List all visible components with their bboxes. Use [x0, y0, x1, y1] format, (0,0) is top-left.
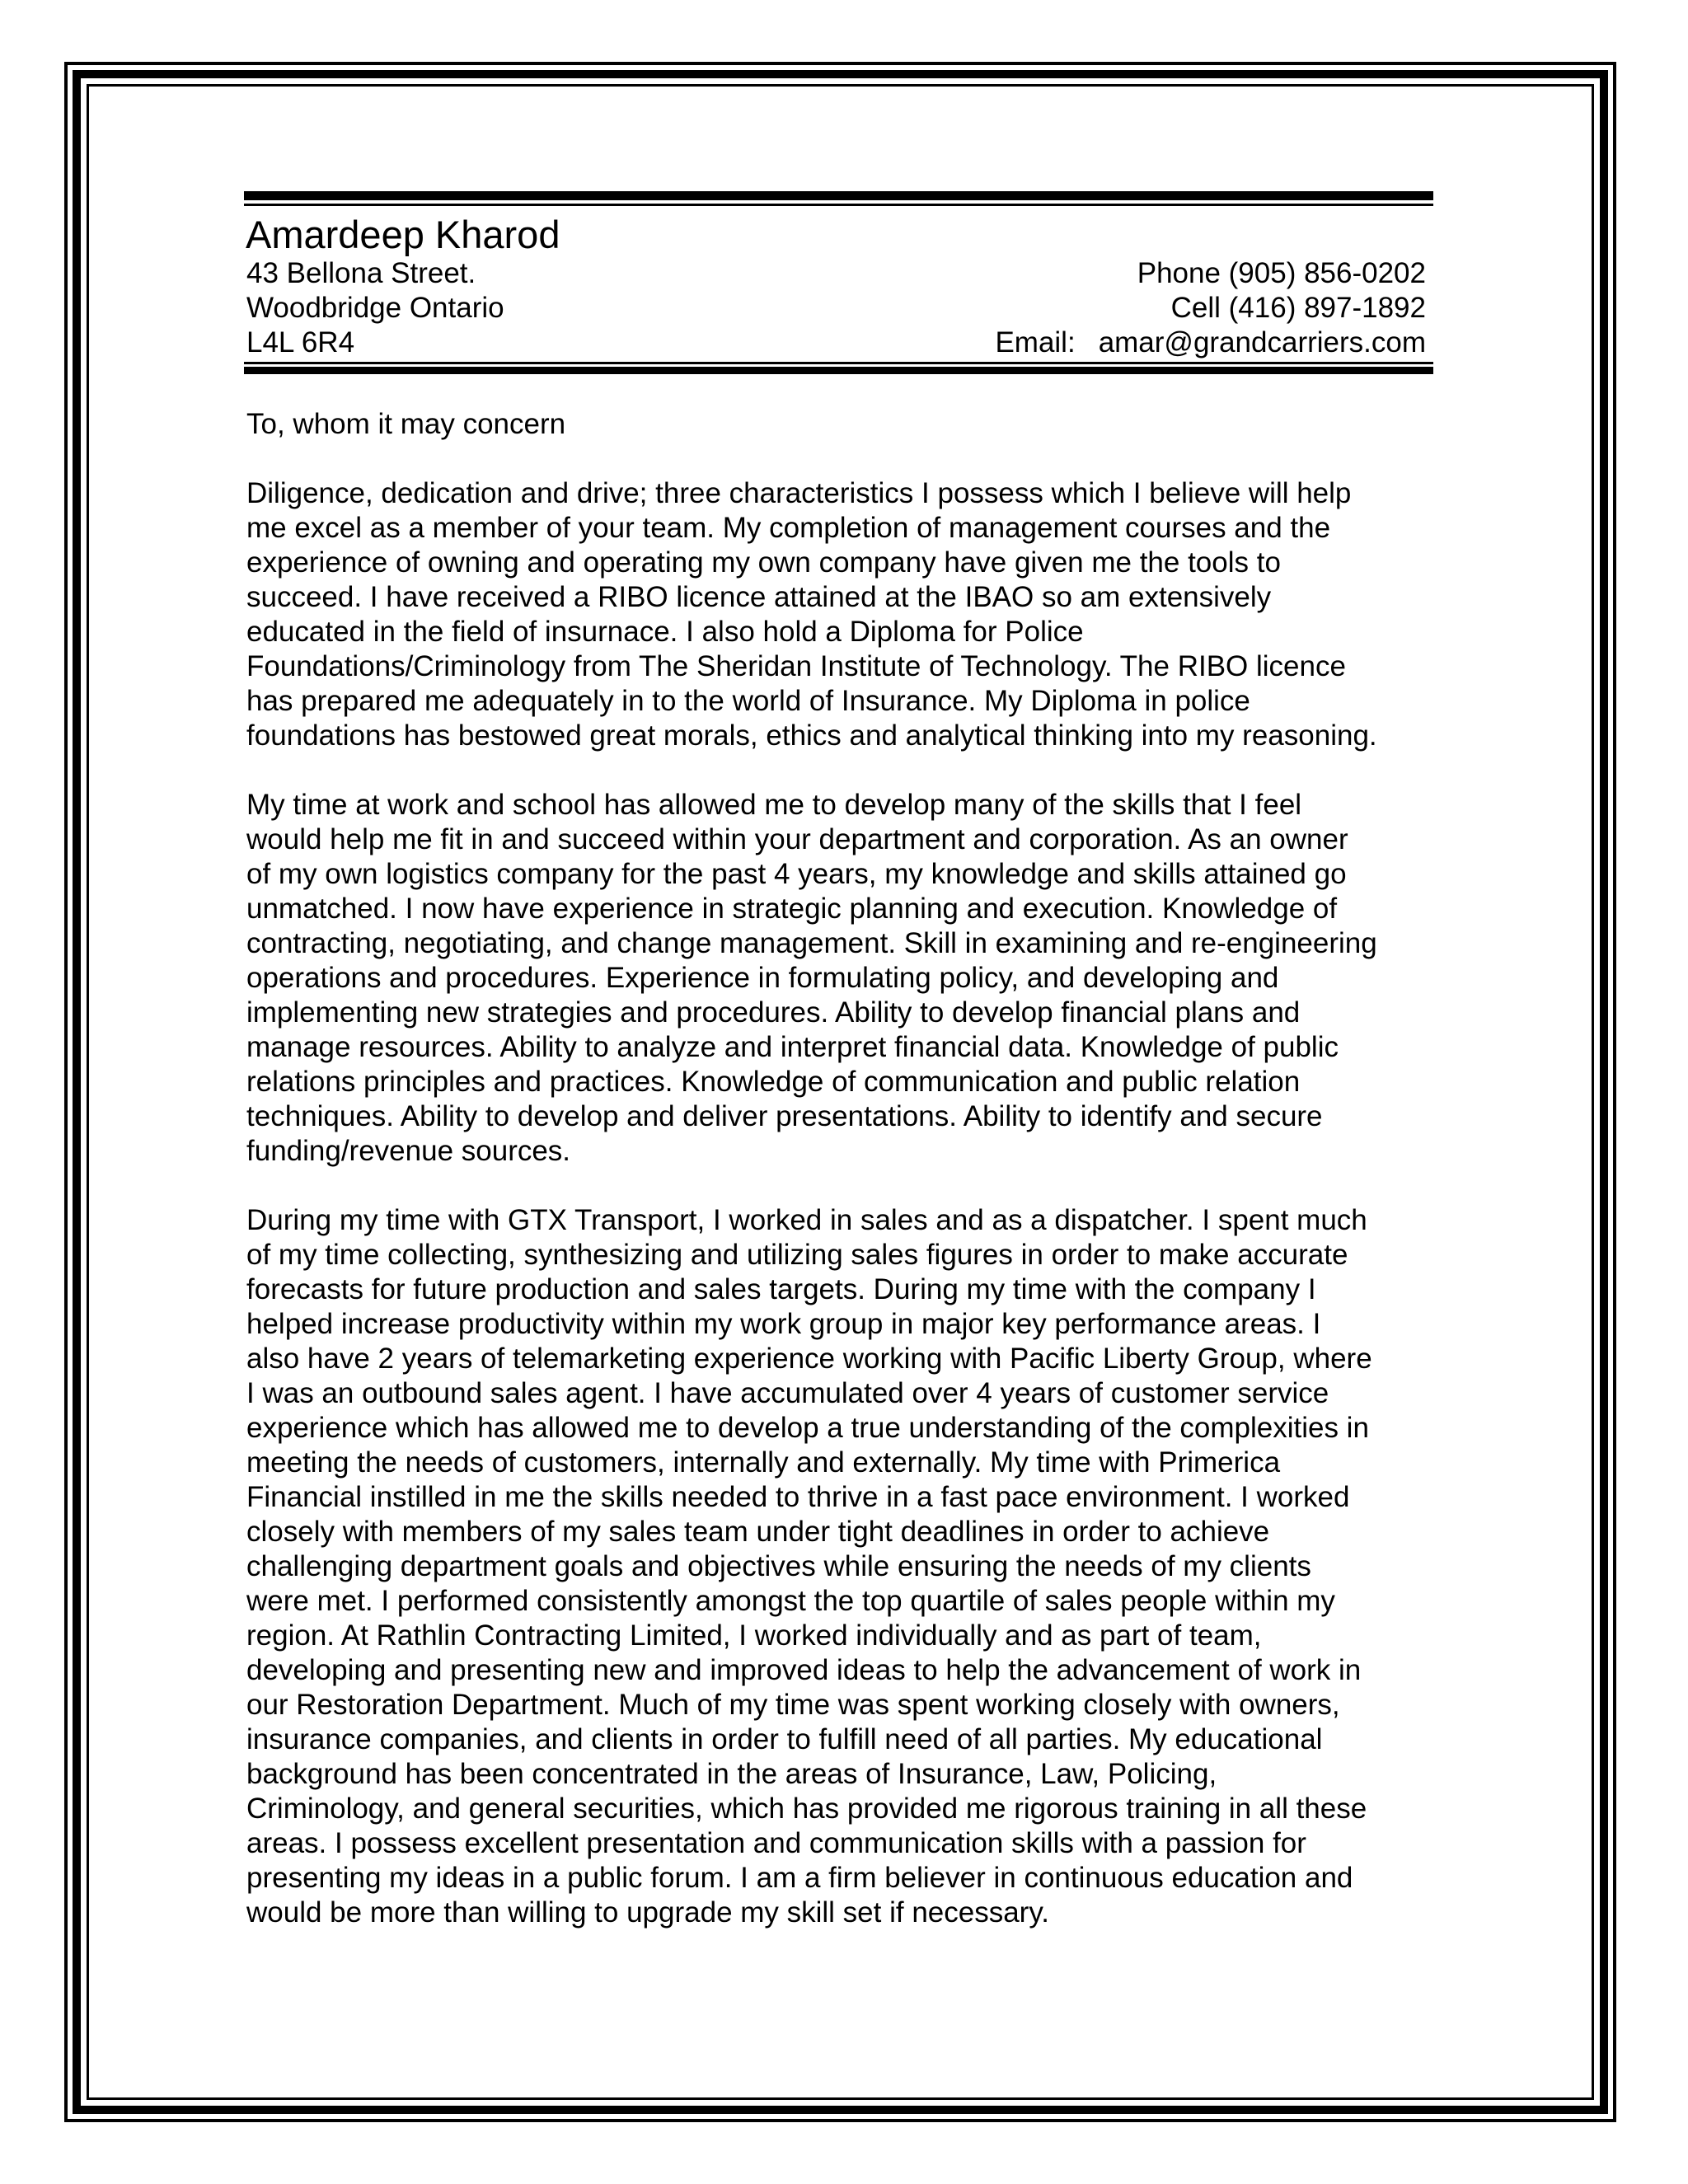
email-label: Email: [995, 326, 1076, 359]
contact-row-2 [246, 291, 1433, 326]
paragraph-1: Diligence, dedication and drive; three characteristics I possess which I believe will help me excel as a member of your team. My completion of management courses and the experience of owning and operating my own company have given me the tools to succeed. I have received a RIBO licence attained at the IBAO so am extensively educated in the field of insurnace. I also hold a Diploma for Police Foundations/Criminology from The Sheridan Institute of Technology. The RIBO licence has prepared me adequately in to the world of Insurance. My Diploma in police foundations has bestowed great morals, ethics and analytical thinking into my reasoning. [246, 477, 1377, 752]
letterhead-top-rule-thin [244, 204, 1433, 206]
sender-name: Amardeep Kharod [246, 213, 560, 256]
email-line [995, 326, 1433, 360]
address-city: Woodbridge Ontario [246, 292, 504, 324]
paragraph-3: During my time with GTX Transport, I worked in sales and as a dispatcher. I spent much of my time collecting, synthesizing and utilizing sales figures in order to make accurate forecasts for future production and sales targets. During my time with the company I helped increase productivity within my work group in major key performance areas. I also have 2 years of telemarketing experience working with Pacific Liberty Group, where I was an outbound sales agent. I have accumulated over 4 years of customer service experience which has allowed me to develop a true understanding of the complexities in meeting the needs of customers, internally and externally. My time with Primerica Financial instilled in me the skills needed to thrive in a fast pace environment. I worked closely with members of my sales team under tight deadlines in order to achieve challenging department goals and objectives while ensuring the needs of my clients were met. I performed consistently amongst the top quartile of sales people within my region. At Rathlin Contracting Limited, I worked individually and as part of team, developing and presenting new and improved ideas to help the advancement of work in our Restoration Department. Much of my time was spent working closely with owners, insurance companies, and clients in order to fulfill need of all parties. My educational background has been concentrated in the areas of Insurance, Law, Policing, Criminology, and general securities, which has provided me rigorous training in all these areas. I possess excellent presentation and communication skills with a passion for presenting my ideas in a public forum. I am a firm believer in continuous education and would be more than willing to upgrade my skill set if necessary. [246, 1204, 1372, 1929]
letterhead-top-rule-thick [244, 191, 1433, 200]
address-postal-code: L4L 6R4 [246, 326, 355, 359]
address-street: 43 Bellona Street. [246, 257, 476, 289]
contact-row-1 [246, 256, 1433, 291]
letterhead [244, 191, 1433, 374]
contact-block [246, 256, 1433, 360]
contact-row-3 [246, 326, 1433, 360]
letterhead-bottom-rule-thick [244, 367, 1433, 374]
letterhead-bottom-rule-thin [244, 362, 1433, 364]
phone-number: Phone (905) 856-0202 [1137, 257, 1426, 289]
letter-body [246, 407, 1450, 1930]
paragraph-2: My time at work and school has allowed me to develop many of the skills that I feel would help me fit in and succeed within your department and corporation. As an owner of my own logistics company for the past 4 years, my knowledge and skills attained go unmatched. I now have experience in strategic planning and execution. Knowledge of contracting, negotiating, and change management. Skill in examining and re-engineering operations and procedures. Experience in formulating policy, and developing and implementing new strategies and procedures. Ability to develop financial plans and manage resources. Ability to analyze and interpret financial data. Knowledge of public relations principles and practices. Knowledge of communication and public relation techniques. Ability to develop and deliver presentations. Ability to identify and secure funding/revenue sources. [246, 789, 1377, 1167]
salutation: To, whom it may concern [246, 408, 566, 440]
letter-page [244, 191, 1433, 1930]
cell-number: Cell (416) 897-1892 [1170, 292, 1426, 324]
email-address: amar@grandcarriers.com [1098, 326, 1426, 359]
